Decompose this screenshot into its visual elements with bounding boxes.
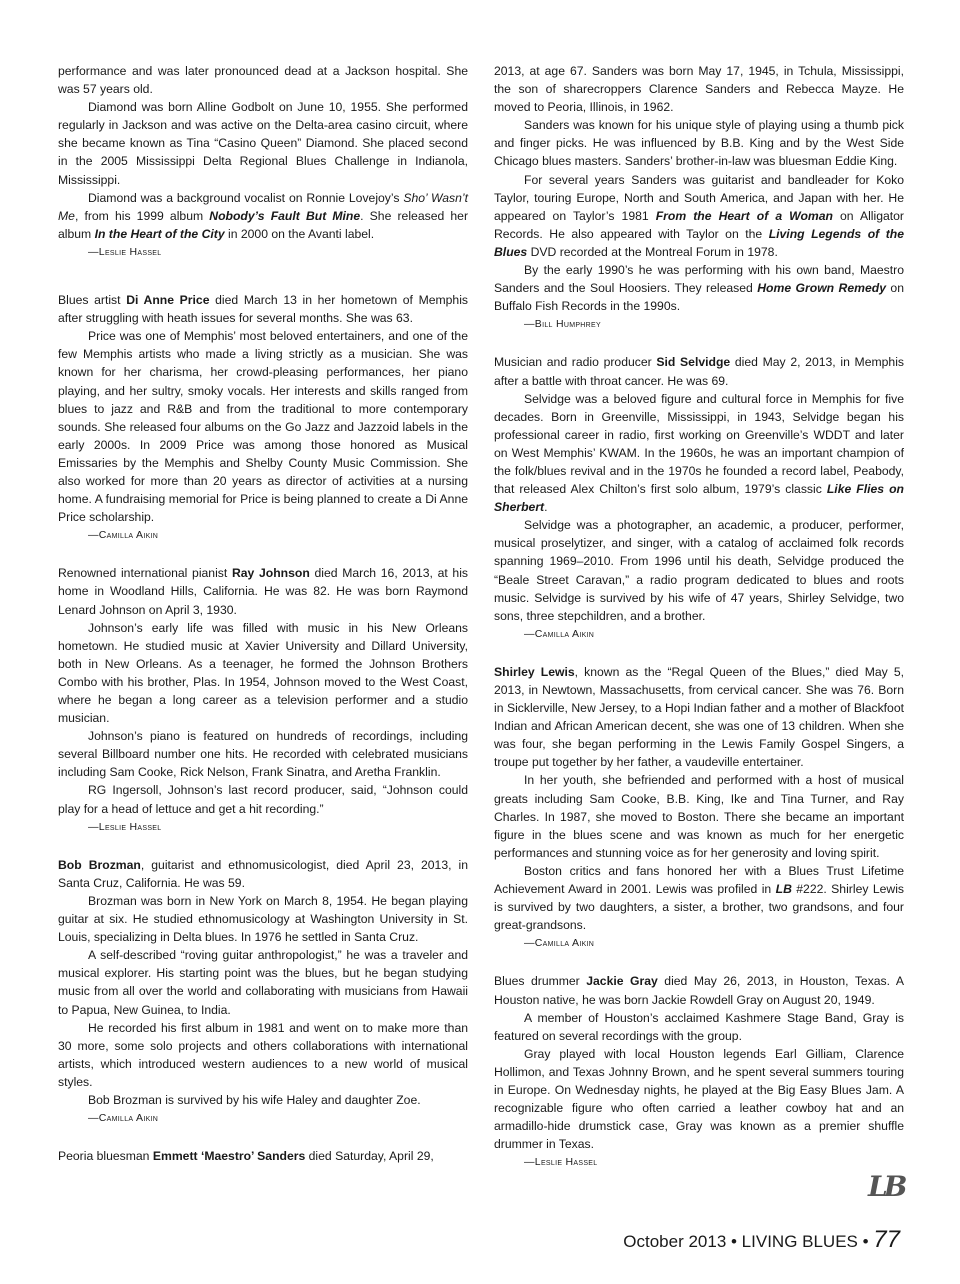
paragraph: Selvidge was a beloved figure and cultural force in Memphis for five decades. Born in Greenville, Mississippi, in 1943, Selvidge began his professional career in radio, first working on Greenville’s WDDT and later on West Memphis’ KWAM. In the 1960s, he was an important champion of the folk/blues revival and in the 1970s he founded a record label, Peabody, that released Alex Chilton’s first solo album, 1979’s classic Like Flies on Sherbert. <box>494 391 904 515</box>
byline: —Camilla Aikin <box>88 1112 159 1125</box>
right-column <box>494 62 904 1171</box>
byline: —Leslie Hassel <box>88 820 162 833</box>
paragraph: A member of Houston’s acclaimed Kashmere Stage Band, Gray is featured on several recordings with the group. <box>494 1010 904 1043</box>
byline: —Camilla Aikin <box>524 937 595 950</box>
byline: —Camilla Aikin <box>524 627 595 640</box>
page-number: 77 <box>873 1226 900 1253</box>
byline: —Leslie Hassel <box>524 1156 598 1169</box>
paragraph: Boston critics and fans honored her with a Blues Trust Lifetime Achievement Award in 2001. Lewis was profiled in LB #222. Shirley Lewis is survived by two daughters, a sister, a brother, two grandsons, and four great-grandsons. <box>494 863 904 933</box>
paragraph: Johnson’s early life was filled with music in his New Orleans hometown. He studied music at Xavier University and Dillard University, both in New Orleans. As a teenager, he formed the Johnson Brothers Combo with his brother, Plas. In 1954, Johnson moved to the West Coast, where he began a long career as a television performer and a studio musician. <box>58 620 468 726</box>
paragraph: Price was one of Memphis’ most beloved entertainers, and one of the few Memphis artists who made a living strictly as a musician. She was known for her charisma, her crowd-pleasing performances, her piano playing, and her sultry, smoky vocals. Her interests and skills ranged from blues to jazz and R&B and from the traditional to more contemporary sounds. She released four albums on the Go Jazz and Jazzoid labels in the early 2000s. In 2009 Price was among those honored as Musical Emissaries by the Memphis and Shelby County Music Commission. She also worked for more than 20 years as director of activities at a nursing home. A fundraising memorial for Price is being planned to create a Di Anne Price scholarship. <box>58 329 468 525</box>
paragraph: 2013, at age 67. Sanders was born May 17, 1945, in Tchula, Mississippi, the son of sharecroppers Clarence Sanders and Rebecca Mayze. He moved to Peoria, Illinois, in 1962. <box>494 64 904 115</box>
paragraph: He recorded his first album in 1981 and went on to make more than 30 more, some solo projects and others collaborations with international artists, which introduced western audiences to a new world of musical styles. <box>58 1020 468 1089</box>
page-footer <box>623 1226 900 1254</box>
paragraph: Brozman was born in New York on March 8, 1954. He began playing guitar at six. He studied ethnomusicology at Washington University in St. Louis, specializing in Delta blues. In 1976 he settled in Santa Cruz. <box>58 893 468 945</box>
obituary-lead: Bob Brozman, guitarist and ethnomusicologist, died April 23, 2013, in Santa Cruz, California. He was 59. <box>58 857 469 890</box>
paragraph: By the early 1990’s he was performing with his own band, Maestro Sanders and the Soul Hoosiers. They released Home Grown Remedy on Buffalo Fish Records in the 1990s. <box>494 263 904 314</box>
paragraph: Bob Brozman is survived by his wife Haley and daughter Zoe. <box>88 1092 421 1107</box>
byline: —Camilla Aikin <box>88 529 159 542</box>
obituary-lead: Blues drummer Jackie Gray died May 26, 2013, in Houston, Texas. A Houston native, he was born Jackie Rowdell Gray on August 20, 1949. <box>494 974 904 1007</box>
paragraph: RG Ingersoll, Johnson’s last record producer, said, “Johnson could play for a head of lettuce and get a hit recording.” <box>58 783 468 816</box>
obituary-lead: Renowned international pianist Ray Johnson died March 16, 2013, at his home in Woodland Hills, California. He was 82. He was born Raymond Lenard Johnson on April 3, 1930. <box>58 566 469 617</box>
obituary-lead: Musician and radio producer Sid Selvidge died May 2, 2013, in Memphis after a battle with throat cancer. He was 69. <box>494 355 904 388</box>
obituary-lead: Peoria bluesman Emmett ‘Maestro’ Sanders died Saturday, April 29, <box>58 1149 434 1164</box>
lb-logo: LB <box>868 1170 904 1203</box>
left-column <box>58 62 468 1165</box>
paragraph: performance and was later pronounced dead at a Jackson hospital. She was 57 years old. <box>58 64 468 97</box>
obituary-lead: Blues artist Di Anne Price died March 13 in her hometown of Memphis after struggling with heath issues for several months. She was 63. <box>58 293 469 326</box>
paragraph: Sanders was known for his unique style of playing using a thumb pick and finger picks. He was influenced by B.B. King and by the West Side Chicago blues masters. Sanders’ brother-in-law was bluesman Eddie King. <box>494 118 904 169</box>
obituary-lead: Shirley Lewis, known as the “Regal Queen of the Blues,” died May 5, 2013, in Newtown, Massachusetts, from cervical cancer. She was 76. Born in Sicklerville, New Jersey, to a Hopi Indian father and a mother of Blackfoot Indian and African American decent, she was one of 13 children. When she was four, she began performing in the Lewis Family Gospel Singers, a troupe put together by her father, a vaudeville entertainer. <box>494 664 904 770</box>
paragraph: Diamond was a background vocalist on Ronnie Lovejoy’s Sho’ Wasn’t Me, from his 1999 album Nobody’s Fault But Mine. She released her album In the Heart of the City in 2000 on the Avanti label. <box>58 190 468 241</box>
paragraph: For several years Sanders was guitarist and bandleader for Koko Taylor, touring Europe, North and South America, and Japan with her. He appeared on Taylor’s 1981 From the Heart of a Woman on Alligator Records. He also appeared with Taylor on the Living Legends of the Blues DVD recorded at the Montreal Forum in 1978. <box>494 172 904 259</box>
paragraph: A self-described “roving guitar anthropologist,” he was a traveler and musical explorer. His starting point was the blues, but he began studying music from all over the world and collaborating with musicians from Hawaii to Papua, New Guinea, to India. <box>58 948 468 1017</box>
paragraph: Johnson’s piano is featured on hundreds of recordings, including several Billboard number one hits. He recorded with celebrated musicians including Sam Cooke, Rick Nelson, Frank Sinatra, and Aretha Franklin. <box>58 729 468 780</box>
paragraph: In her youth, she befriended and performed with a host of musical greats including Sam Cooke, B.B. King, Ike and Tina Turner, and Ray Charles. In 1987, she moved to Boston. There she became an important figure in the blues scene and was known as much for her energetic performances and stunning voice as for her generosity and loving spirit. <box>494 773 904 860</box>
byline: —Bill Humphrey <box>524 318 601 331</box>
byline: —Leslie Hassel <box>88 245 162 258</box>
paragraph: Diamond was born Alline Godbolt on June 10, 1955. She performed regularly in Jackson and was active on the Delta-area casino circuit, where she became known as Tina “Casino Queen” Diamond. She placed second in the 2005 Mississippi Delta Regional Blues Challenge in Indianola, Mississippi. <box>58 100 468 187</box>
paragraph: Selvidge was a photographer, an academic, a producer, performer, musical proselytizer, and singer, with a catalog of acclaimed folk records spanning 1969–2010. From 1996 until his death, Selvidge produced the “Beale Street Caravan,” a radio program dedicated to blues and roots music. Selvidge is survived by his wife of 47 years, Shirley Selvidge, two sons, three stepchildren, and a brother. <box>494 518 904 623</box>
issue-line: October 2013 • LIVING BLUES • <box>623 1232 874 1251</box>
paragraph: Gray played with local Houston legends Earl Gilliam, Clarence Hollimon, and Texas Johnny Brown, and he spent several summers touring in Europe. On Wednesday nights, he played at the Big Easy Blues Jam. A recognizable figure who often carried a leather cowboy hat and an armadillo-hide drumstick case, Gray was known as a premier shuffle drummer in Texas. <box>494 1046 904 1152</box>
